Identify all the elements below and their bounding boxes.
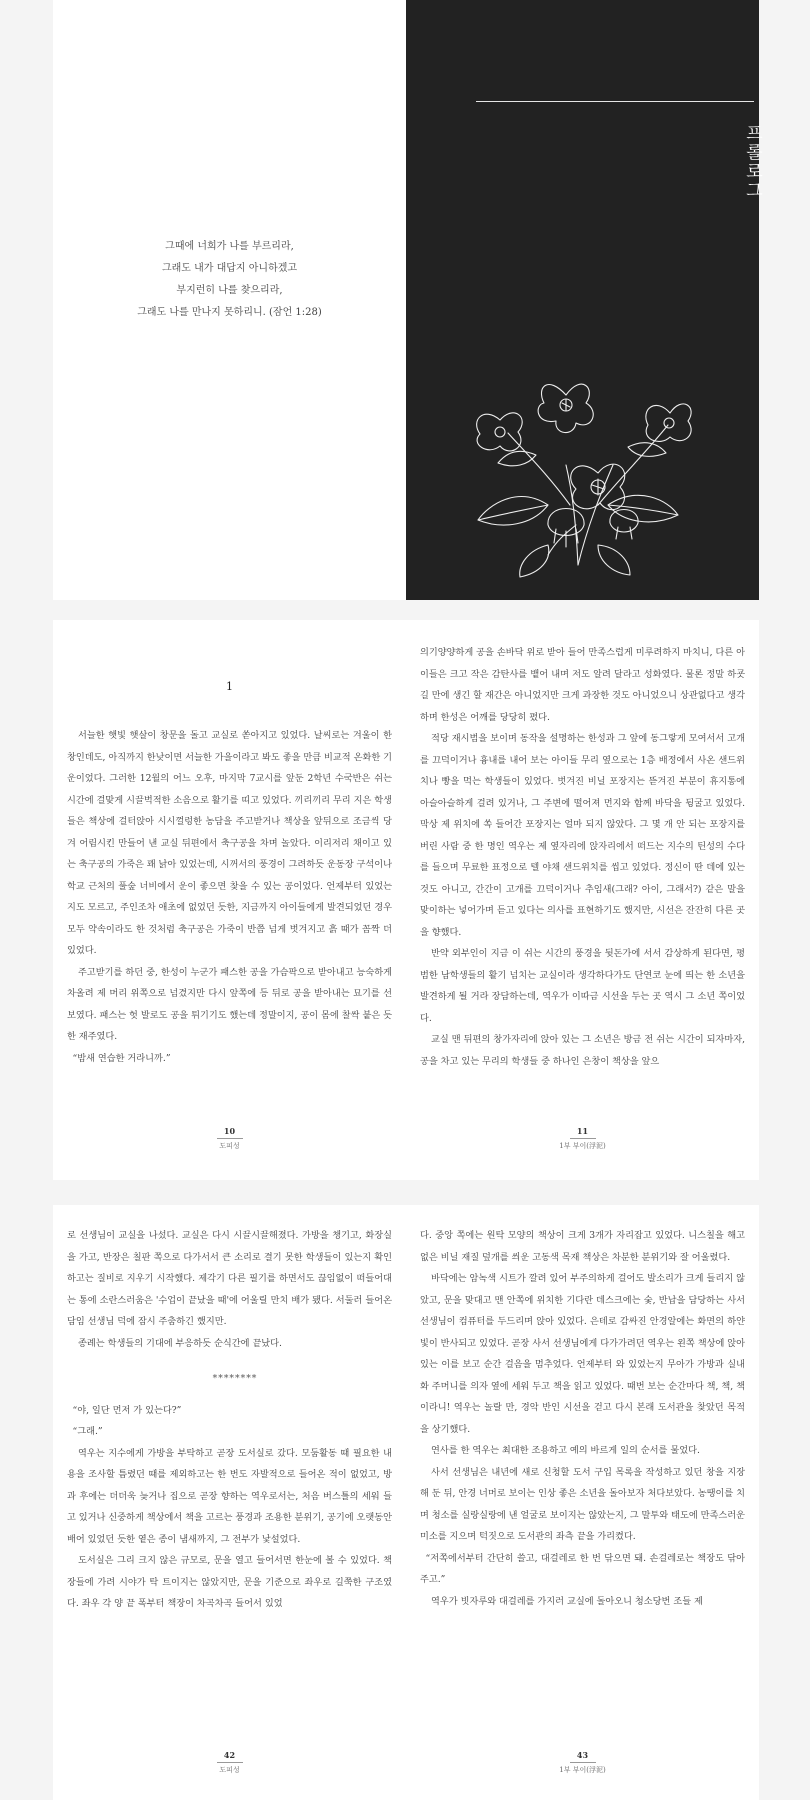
paragraph: 도서실은 그리 크지 않은 규모로, 문을 열고 들어서면 한눈에 볼 수 있었다. 책장들에 가려 시야가 탁 트이지는 않았지만, 문을 기준으로 좌우로 길쭉한 구조였다. 좌우 각 양 끝 폭부터 책장이 차곡차곡 들어서 있었 [67,1555,392,1609]
paragraph: 교실 맨 뒤편의 창가자리에 앉아 있는 그 소년은 방금 전 쉬는 시간이 되자마자, 공을 차고 있는 무리의 학생들 중 하나인 은창이 책상을 앞으 [420,1034,745,1067]
paragraph: 사서 선생님은 내년에 새로 신청할 도서 구입 목록을 작성하고 있던 창을 지장해 둔 뒤, 안경 너머로 보이는 인상 좋은 소년을 돌아보자 처다보았다. 농땡이를 치며 청소를 실랑실랑에 낸 얼굴로 보이지는 않았는지, 그 말투와 태도에 만족스러운 미소를 지으며 턱짓으로 도서관의 좌측 끝을 가리켰다. [420,1466,746,1542]
page-43 [406,1205,759,1800]
page-42 [53,1205,406,1800]
epigraph-line: 그래도 나를 만나지 못하리니. (잠언 1:28) [137,307,322,318]
paragraph: 의기양양하게 공을 손바닥 위로 받아 들어 만족스럽게 미루려하지 마치니, 다른 아이들은 크고 작은 감탄사를 뱉어 내며 저도 알려 달라고 성화였다. 물론 정말 하굣길 만에 생긴 할 재간은 아니었지만 크게 과장한 것도 아니었으니 상관없다고 생각하며 한성은 어깨를 당당히 폈다. [420,647,746,723]
footer-rule [217,1762,243,1763]
footer-rule [217,1138,243,1139]
epigraph-line: 그래도 내가 대답지 아니하겠고 [161,263,298,274]
running-footer: 도피성 [219,1766,240,1774]
footer-rule [570,1762,596,1763]
paragraph: 역우는 지수에게 가방을 부탁하고 곧장 도서실로 갔다. 모둠활동 때 필요한 내용을 조사할 틈렸던 때를 제외하고는 한 번도 자발적으로 들어온 적이 없었고, 방과 후에는 더더욱 늦거나 집으로 곧장 향하는 역우로서는, 처음 버스틀의 세워 들고 있거나 신중하게 책상에서 책을 고르는 풍경과 조용한 분위기, 공기에 오랫동안 배어 있었던 듯한 옅은 종이 냄새까지, 그 전부가 낯설었다. [67,1447,393,1545]
paragraph: 반약 외부인이 지금 이 쉬는 시간의 풍경을 뒷돈가에 서서 감상하게 된다면, 평범한 남학생들의 활기 넘치는 교실이라 생각하다가도 단연코 눈에 띄는 한 소년을 발견하게 될 거라 장담하는데, 역우가 이따금 시선을 두는 곳 역시 그 소년 쪽이었다. [420,948,745,1024]
body-text [67,725,392,1069]
page-number: 43 [576,1750,589,1760]
epigraph-line: 부지런히 나를 찾으리라, [176,285,283,296]
paragraph: 주고받기를 하던 중, 한성이 누군가 패스한 공을 가슴팍으로 받아내고 능숙하게 차올려 제 머리 위쪽으로 넘겼지만 다시 앞쪽에 등 뒤로 공을 받아내는 묘기를 선보였다. 패스는 헛 발로도 공을 튀기기도 했는데 정말이지, 공이 몸에 찰싹 붙은 듯한 재주였다. [67,966,392,1042]
body-text [420,1225,745,1612]
paragraph: 연사를 한 역우는 최대한 조용하고 예의 바르게 일의 순서를 물었다. [431,1445,700,1456]
body-text [67,1225,392,1615]
chapter-number: 1 [226,680,233,693]
running-footer: 1부 부이(浮泥) [559,1142,606,1150]
paragraph: “야, 일단 먼저 가 있는다?” [72,1404,182,1416]
paragraph: “그래.” [72,1426,103,1437]
prologue-title: 프롤로그 [742,124,762,200]
library-spread [0,1205,810,1800]
page-footer [53,1126,406,1151]
prologue-title-page [406,0,762,600]
chapter-spread [0,620,810,1180]
page-footer [53,1750,406,1775]
paragraph: 역우가 빗자루와 대걸레를 가지러 교실에 돌아오니 청소당번 조들 제 [431,1595,703,1607]
footer-rule [570,1138,596,1139]
title-rule [476,101,754,102]
page-number: 42 [223,1750,236,1760]
epigraph-page [53,0,406,600]
running-footer: 도피성 [219,1142,240,1150]
epigraph-line: 그때에 너희가 나를 부르리라, [165,241,294,252]
paragraph: 다. 중앙 쪽에는 원탁 모양의 책상이 크게 3개가 자리잡고 있었다. 니스칠을 해고 없은 비닐 재질 덮개를 씌운 고동색 목재 책상은 차분한 분위기와 잘 어울렸다. [420,1230,745,1263]
page-number: 11 [576,1126,589,1136]
epigraph [53,236,406,324]
paragraph: 서늘한 햇빛 햇살이 창문을 돌고 교실로 쏟아지고 있었다. 날씨로는 겨울이 한창인데도, 아직까지 한낮이면 서늘한 가을이라고 봐도 좋을 만큼 비교적 온화한 기운이었다. 그러한 12월의 어느 오후, 마지막 7교시를 앞둔 2학년 수국반은 쉬는 시간에 걸맞게 시끌벅적한 소음으로 활기를 띠고 있었다. 끼리끼리 무리 지은 학생들은 책상에 걸터앉아 시시껄렁한 농담을 주고받거나 책상을 앞뒤으로 조금씩 당겨 어림시킨 만들어 낸 교실 뒤편에서 축구공을 차며 놀았다. 이리저리 채이고 있는 축구공의 가죽은 꽤 낡아 있었는데, 시꺼서의 풍경이 그려하듯 운동장 구석이나 학교 근처의 풀숲 너비에서 운이 좋으면 찾을 수 있는 공이었다. 언제부터 있었는지도 모르고, 주인조차 애초에 없었던 듯한, 지금까지 아이들에게 발견되었던 경우 모두 약속이라도 한 것처럼 축구공은 가죽이 반쯤 넘게 벗겨지고 흙 때가 꼼짝 더 있었다. [67,730,393,956]
flower-illustration [448,355,708,580]
page-11 [406,620,759,1180]
paragraph: “밤새 연습한 거라니까.” [72,1052,171,1064]
paragraph: “저쪽에서부터 간단히 쓸고, 대걸레로 한 번 닦으면 돼. 손걸레로는 책장도 닦아 주고.” [420,1552,745,1585]
page-footer [406,1126,759,1151]
page-footer [406,1750,759,1775]
title-spread [0,0,810,600]
paragraph: 로 선생님이 교실을 나섰다. 교실은 다시 시끌시끌해졌다. 가방을 챙기고, 화장실을 가고, 반장은 칠판 쪽으로 다가서서 큰 소리로 결기 못한 학생들이 있는지 확인하고는 질비로 지우기 시작했다. 제각기 다른 필기를 하면서도 끊임없이 떠들어대는 통에 소란스러움은 '수업이 끝났을 때'에 어울릴 만치 배가 됐다. 서둘러 들어온 담임 선생님 덕에 잠시 주춤하긴 했지만. [67,1230,392,1327]
paragraph: 적당 재시범을 보이며 동작을 설명하는 한성과 그 앞에 동그랗게 모여서서 고개를 끄덕이거나 흉내를 내어 보는 아이들 무리 옆으로는 1층 배정에서 사온 샌드위치나 빵을 먹는 학생들이 있었다. 벗겨진 비닐 포장지는 뜯겨진 부분이 휴지통에 아슬아슬하게 걸려 있거나, 그 주변에 떨어져 먼지와 함께 바닥을 뒹굴고 있었다. 막상 제 위치에 쏙 들어간 포장지는 얼마 되지 않았다. 그 몇 개 안 되는 포장지를 버린 사람 중 한 명인 역우는 제 옆자리에 앉자리에서 떠드는 지수의 틴성의 수다를 들으며 무료한 표정으로 텔 야채 샌드위치를 씹고 있었다. 정신이 딴 데에 있는 것도 아니고, 간간이 고개를 끄덕이거나 추임새(그래? 아이, 그래서?) 같은 말을 맞이하는 넣어가며 듣고 있다는 의사를 표현하기도 했지만, 시선은 잔잔히 다른 곳을 향했다. [420,733,746,938]
running-footer: 1부 부이(浮泥) [559,1766,606,1774]
paragraph: 종례는 학생들의 기대에 부응하듯 순식간에 끝났다. [78,1337,282,1349]
section-separator: ******** [212,1373,258,1384]
body-text [420,642,745,1072]
page-number: 10 [223,1126,236,1136]
paragraph: 바닥에는 암녹색 시트가 깔려 있어 부주의하게 걸어도 발소리가 크게 들리지 않았고, 문을 맞대고 맨 안쪽에 위치한 기다란 데스크에는 숯, 반납을 담당하는 사서 선생님이 컴퓨터를 두드리며 앉아 있었다. 은테로 감싸진 안경알에는 화면의 하얀 빛이 반사되고 있었다. 곧장 사서 선생님에게 다가가려던 역우는 왼쪽 책상에 앉아 있는 이를 보고 순간 걸음을 멈추었다. 언제부터 와 있었는지 무아가 가방과 실내화 주머니를 의자 옆에 세워 두고 책을 읽고 있었다. 때번 보는 순간마다 책, 책, 책이라니! 역우는 놀랄 만, 경악 반인 시선을 걷고 다시 본래 도서관을 찾았던 목적을 상기했다. [420,1273,746,1435]
page-10 [53,620,406,1180]
